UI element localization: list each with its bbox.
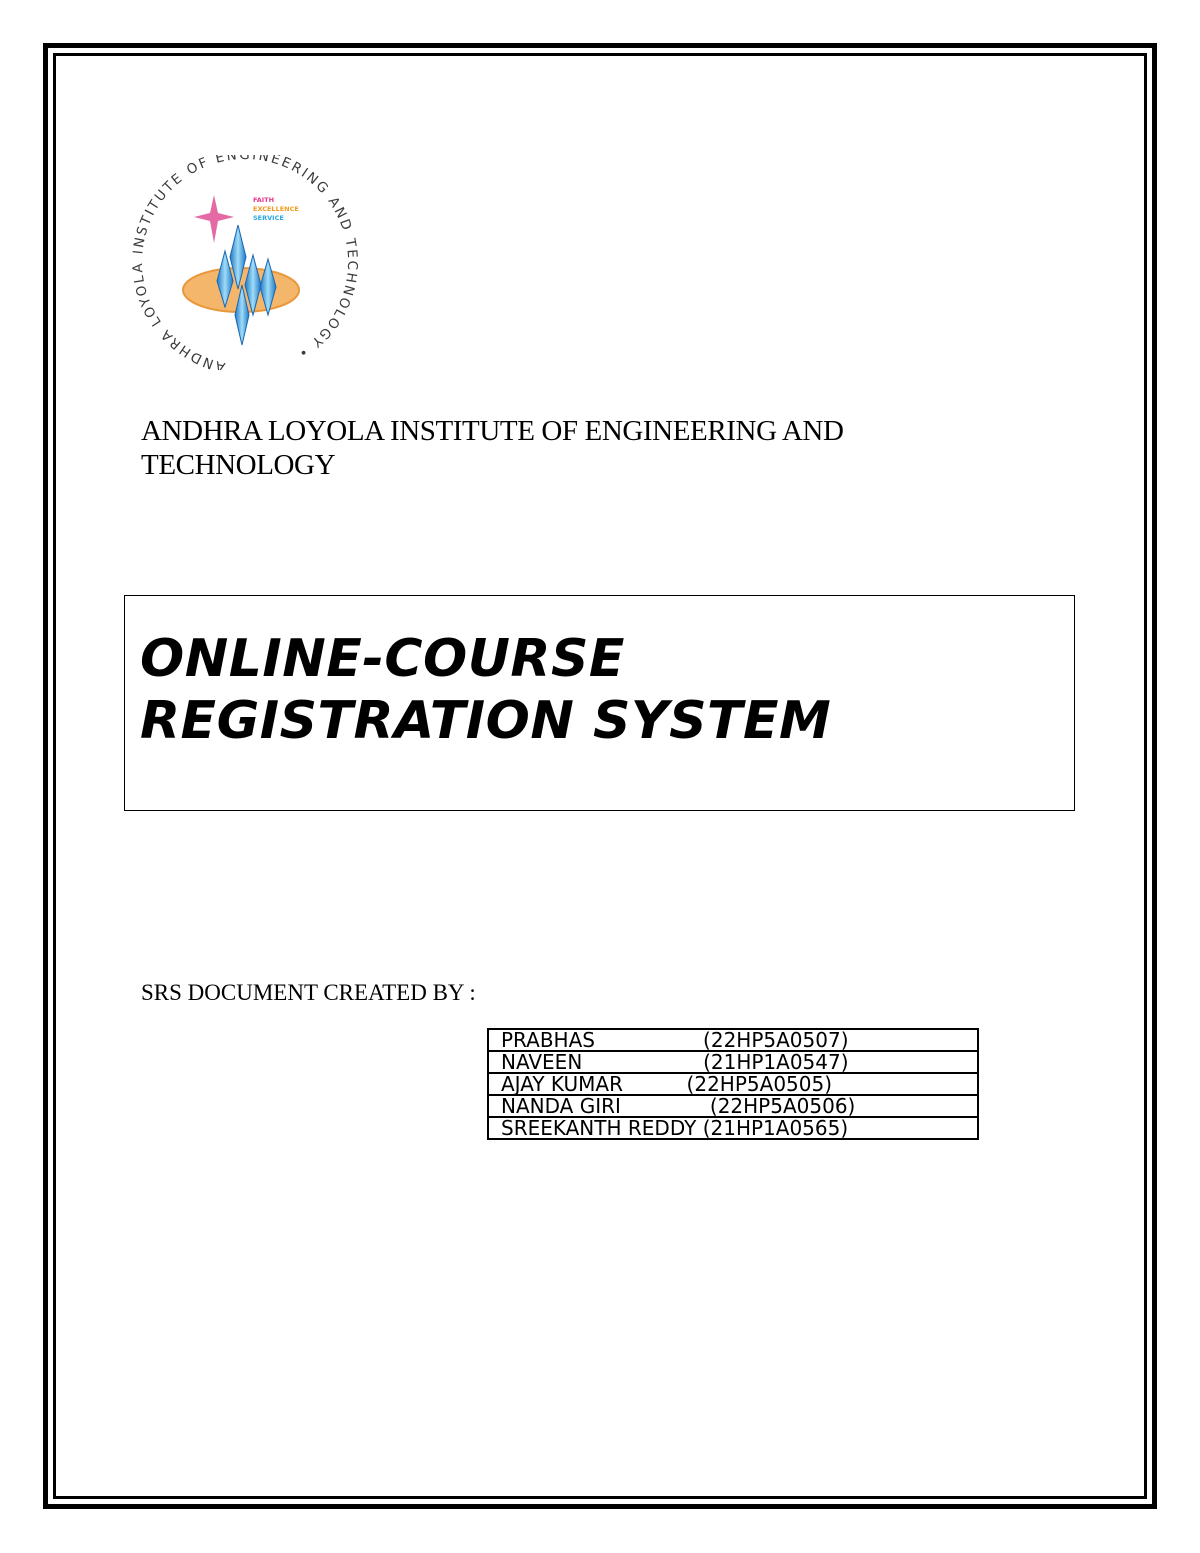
author-entry: AJAY KUMAR (22HP5A0505) [488, 1073, 978, 1095]
motto-faith: FAITH [253, 196, 275, 204]
table-row [488, 1029, 978, 1051]
institute-name-line2: TECHNOLOGY [141, 449, 336, 481]
project-title-line1: ONLINE-COURSE [140, 629, 625, 689]
college-logo [130, 155, 360, 370]
table-row [488, 1073, 978, 1095]
authors-table [487, 1028, 979, 1140]
seal-ring-text: ANDHRA LOYOLA INSTITUTE OF ENGINEERING AND TECHNOLOGY • [130, 155, 360, 370]
institute-name [141, 414, 1021, 482]
table-row [488, 1051, 978, 1073]
motto-service: SERVICE [253, 214, 284, 222]
author-entry: NANDA GIRI (22HP5A0506) [488, 1095, 978, 1117]
project-title-line2: REGISTRATION SYSTEM [140, 691, 832, 751]
author-entry: PRABHAS (22HP5A0507) [488, 1029, 978, 1051]
college-seal-icon [130, 155, 360, 370]
author-entry: SREEKANTH REDDY (21HP1A0565) [488, 1117, 978, 1139]
institute-name-line1: ANDHRA LOYOLA INSTITUTE OF ENGINEERING AND [141, 415, 844, 447]
project-title [140, 628, 1040, 752]
table-row [488, 1095, 978, 1117]
srs-created-by-label: SRS DOCUMENT CREATED BY : [141, 980, 476, 1005]
author-entry: NAVEEN (21HP1A0547) [488, 1051, 978, 1073]
motto-excellence: EXCELLENCE [253, 205, 299, 213]
table-row [488, 1117, 978, 1139]
